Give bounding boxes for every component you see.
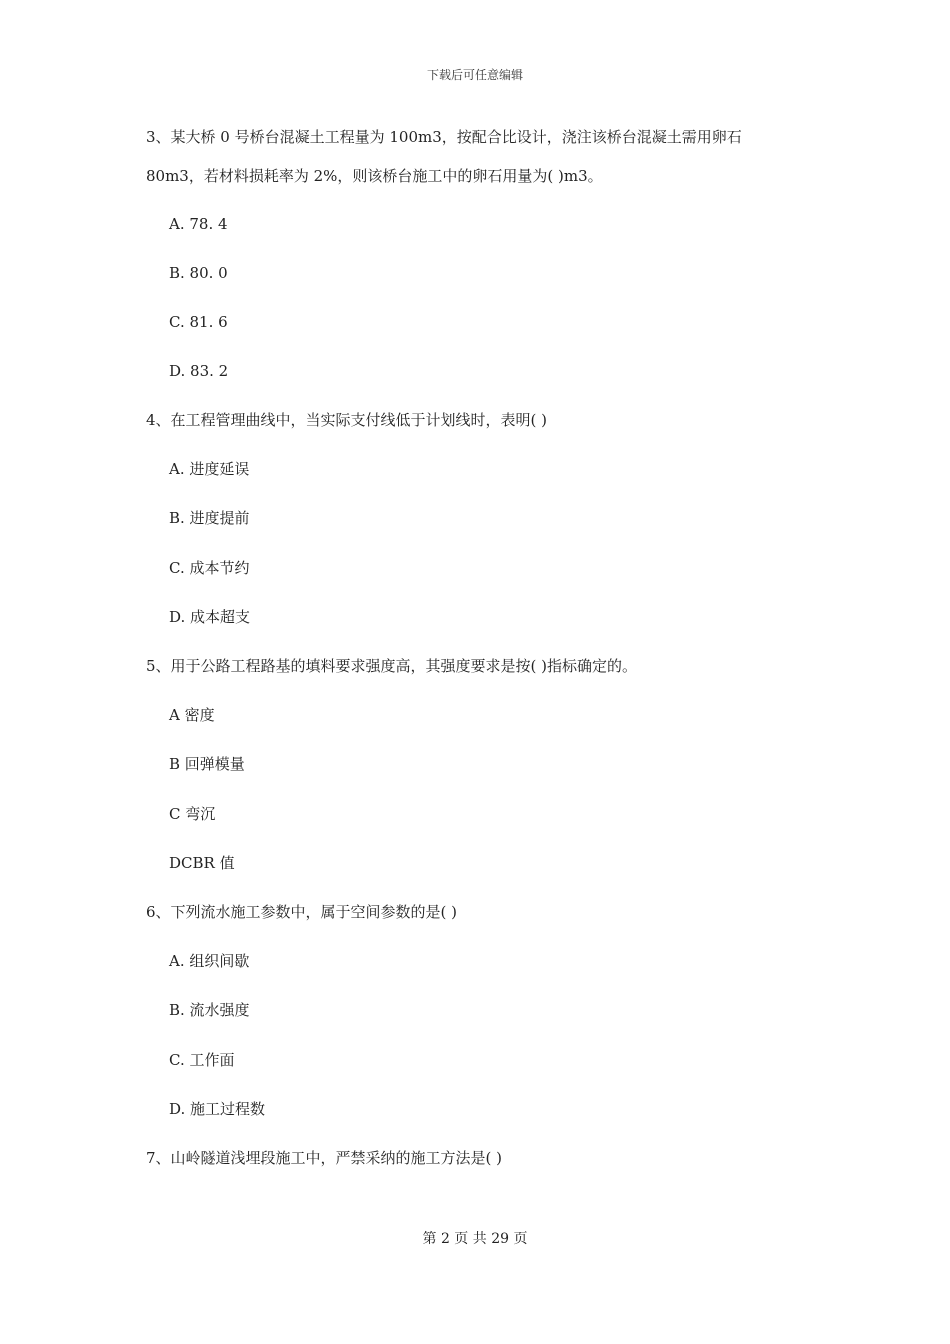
question-4-option-d: D. 成本超支 xyxy=(169,608,251,626)
question-4-option-b: B. 进度提前 xyxy=(169,509,250,527)
question-3-option-a: A. 78. 4 xyxy=(169,215,228,233)
question-7-stem: 7、山岭隧道浅埋段施工中，严禁采纳的施工方法是( ) xyxy=(146,1149,503,1167)
question-4-stem: 4、在工程管理曲线中，当实际支付线低于计划线时，表明( ) xyxy=(146,411,548,429)
question-3-option-d: D. 83. 2 xyxy=(169,362,229,380)
question-3-stem-line-2: 80m3，若材料损耗率为 2%，则该桥台施工中的卵石用量为( )m3。 xyxy=(146,167,603,185)
question-3-option-b: B. 80. 0 xyxy=(169,264,228,282)
question-6-option-b: B. 流水强度 xyxy=(169,1001,250,1019)
question-5-stem: 5、用于公路工程路基的填料要求强度高，其强度要求是按( )指标确定的。 xyxy=(146,657,638,675)
question-5-option-a: A 密度 xyxy=(169,706,215,724)
question-6-option-c: C. 工作面 xyxy=(169,1051,235,1069)
page-footer: 第 2 页 共 29 页 xyxy=(422,1231,528,1247)
question-5-option-c: C 弯沉 xyxy=(169,805,216,823)
question-6-stem: 6、下列流水施工参数中，属于空间参数的是( ) xyxy=(146,903,458,921)
question-5-option-b: B 回弹模量 xyxy=(169,755,245,773)
page-header: 下载后可任意编辑 xyxy=(426,68,523,82)
question-4-option-a: A. 进度延误 xyxy=(169,460,250,478)
question-4-option-c: C. 成本节约 xyxy=(169,559,250,577)
question-3-stem-line-1: 3、某大桥 0 号桥台混凝土工程量为 100m3，按配合比设计，浇注该桥台混凝土需用卵石 xyxy=(146,128,742,146)
question-3-option-c: C. 81. 6 xyxy=(169,313,228,331)
question-6-option-d: D. 施工过程数 xyxy=(169,1100,266,1118)
question-6-option-a: A. 组织间歇 xyxy=(169,952,250,970)
question-5-option-d: DCBR 值 xyxy=(169,854,235,872)
